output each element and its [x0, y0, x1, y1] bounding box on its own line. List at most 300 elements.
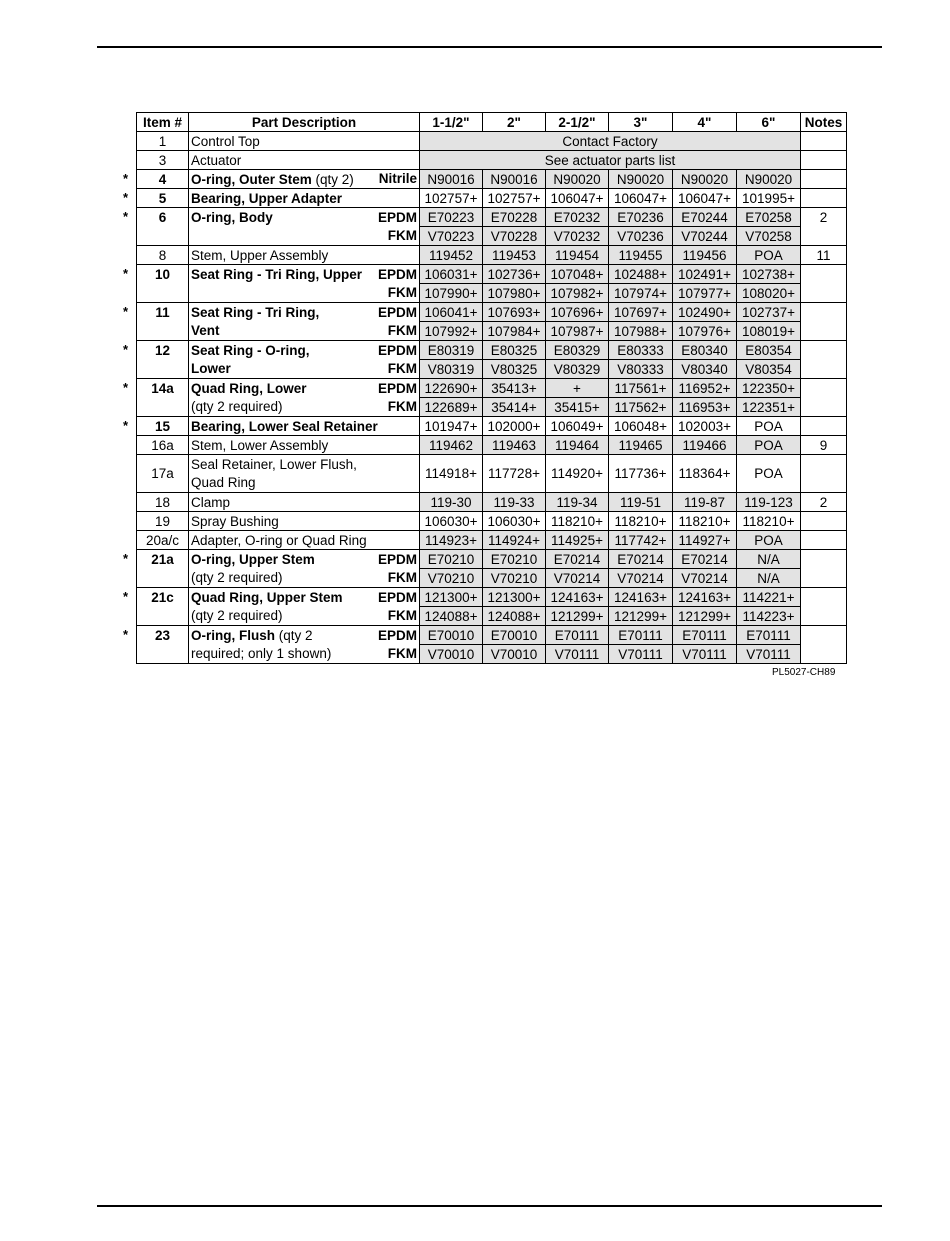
part-number-cell: 114920+: [546, 455, 609, 493]
item-number: 20a/c: [137, 531, 189, 550]
part-description: [189, 493, 420, 512]
item-number: 19: [137, 512, 189, 531]
part-number-cell: 107048+: [546, 265, 609, 284]
table-row: [137, 550, 847, 569]
part-number-cell: 117728+: [483, 455, 546, 493]
item-number: [137, 398, 189, 417]
part-number-cell: 117742+: [609, 531, 673, 550]
part-number-cell: E80340: [673, 341, 737, 360]
notes-cell: 2: [801, 208, 847, 227]
part-number-cell: 35415+: [546, 398, 609, 417]
notes-cell: [801, 151, 847, 170]
part-number-cell: 121299+: [546, 607, 609, 626]
table-row: [137, 398, 847, 417]
part-description: [189, 189, 420, 208]
part-number-cell: V70258: [737, 227, 801, 246]
recommended-spare-marker: *: [123, 341, 129, 357]
part-number-cell: 106041+: [420, 303, 483, 322]
part-number-cell: 114927+: [673, 531, 737, 550]
recommended-spare-marker: *: [123, 379, 129, 395]
material-label: FKM: [387, 323, 417, 338]
item-number: [137, 360, 189, 379]
description-text: Actuator: [191, 152, 242, 168]
recommended-spare-marker: *: [123, 265, 129, 281]
part-number-cell: 106047+: [673, 189, 737, 208]
description-text: O-ring, Flush: [191, 627, 275, 643]
part-number-cell: E70214: [609, 550, 673, 569]
table-row: [137, 189, 847, 208]
notes-cell: [801, 227, 847, 246]
notes-cell: [801, 607, 847, 626]
notes-cell: [801, 265, 847, 284]
notes-cell: [801, 189, 847, 208]
part-number-cell: 106031+: [420, 265, 483, 284]
part-number-cell: V80333: [609, 360, 673, 379]
col-header-notes: Notes: [801, 113, 847, 132]
part-number-cell: 116952+: [673, 379, 737, 398]
part-number-cell: 119456: [673, 246, 737, 265]
table-row: [137, 132, 847, 151]
part-number-cell: 119-33: [483, 493, 546, 512]
material-label: FKM: [387, 646, 417, 661]
part-number-cell: V70111: [673, 645, 737, 664]
part-number-cell: V70010: [420, 645, 483, 664]
part-number-cell: 102757+: [420, 189, 483, 208]
part-number-cell: 114223+: [737, 607, 801, 626]
part-number-cell: 107982+: [546, 284, 609, 303]
part-number-cell: 108019+: [737, 322, 801, 341]
col-header-size: 2": [483, 113, 546, 132]
part-number-cell: 122690+: [420, 379, 483, 398]
recommended-spare-marker: *: [123, 303, 129, 319]
part-number-cell: V70210: [483, 569, 546, 588]
notes-cell: [801, 569, 847, 588]
material-label: FKM: [387, 228, 417, 243]
recommended-spare-marker: *: [123, 626, 129, 642]
description-text: Quad Ring, Upper Stem: [191, 589, 343, 605]
part-number-cell: 107697+: [609, 303, 673, 322]
notes-cell: [801, 588, 847, 607]
material-label: FKM: [387, 361, 417, 376]
table-row: [137, 645, 847, 664]
part-number-cell: 107980+: [483, 284, 546, 303]
part-description: [189, 265, 420, 284]
part-number-cell: 119453: [483, 246, 546, 265]
table-row: [137, 341, 847, 360]
part-number-cell: 117562+: [609, 398, 673, 417]
part-description: [189, 132, 420, 151]
item-number: 11: [137, 303, 189, 322]
description-text: Clamp: [191, 494, 231, 510]
table-row: [137, 265, 847, 284]
material-label: FKM: [387, 570, 417, 585]
notes-cell: [801, 455, 847, 493]
item-number: 6: [137, 208, 189, 227]
footer-rule: [97, 1205, 882, 1207]
part-number-cell: 106048+: [609, 417, 673, 436]
item-number: 8: [137, 246, 189, 265]
part-number-cell: E70111: [609, 626, 673, 645]
part-number-cell: 101995+: [737, 189, 801, 208]
item-number: 5: [137, 189, 189, 208]
part-number-cell: 107988+: [609, 322, 673, 341]
material-label: EPDM: [377, 627, 417, 643]
part-number-cell: E70111: [673, 626, 737, 645]
table-row: [137, 607, 847, 626]
part-number-cell: N90020: [546, 170, 609, 189]
item-number: 1: [137, 132, 189, 151]
part-number-cell: 101947+: [420, 417, 483, 436]
parts-table: [136, 112, 847, 664]
description-text: Bearing, Lower Seal Retainer: [191, 418, 378, 434]
part-number-cell: 119-123: [737, 493, 801, 512]
description-text: O-ring, Upper Stem: [191, 551, 315, 567]
recommended-spare-marker: *: [123, 208, 129, 224]
part-number-cell: V70228: [483, 227, 546, 246]
notes-cell: [801, 550, 847, 569]
part-number-cell: E80325: [483, 341, 546, 360]
col-header-description: Part Description: [189, 113, 420, 132]
table-row: [137, 417, 847, 436]
table-row: [137, 588, 847, 607]
notes-cell: [801, 341, 847, 360]
part-number-cell: 117561+: [609, 379, 673, 398]
description-text: Spray Bushing: [191, 513, 279, 529]
notes-cell: [801, 626, 847, 645]
part-number-cell: 119466: [673, 436, 737, 455]
part-number-cell: 117736+: [609, 455, 673, 493]
part-number-cell: 122351+: [737, 398, 801, 417]
part-number-cell: 107990+: [420, 284, 483, 303]
part-number-cell: E80319: [420, 341, 483, 360]
part-number-cell: V70111: [737, 645, 801, 664]
part-number-cell: 108020+: [737, 284, 801, 303]
part-number-cell: V70214: [546, 569, 609, 588]
part-number-cell: 114924+: [483, 531, 546, 550]
table-row: [137, 493, 847, 512]
item-number: [137, 322, 189, 341]
part-number-cell: 107977+: [673, 284, 737, 303]
part-number-cell: E70232: [546, 208, 609, 227]
part-number-cell: 118210+: [737, 512, 801, 531]
recommended-spare-marker: *: [123, 550, 129, 566]
part-description: [189, 626, 420, 645]
part-number-cell: 119-87: [673, 493, 737, 512]
part-number-cell: 107693+: [483, 303, 546, 322]
part-number-cell: 107987+: [546, 322, 609, 341]
description-text: Stem, Lower Assembly: [191, 437, 329, 453]
part-number-cell: 119462: [420, 436, 483, 455]
description-text: Stem, Upper Assembly: [191, 247, 329, 263]
part-number-cell: 119464: [546, 436, 609, 455]
item-number: 17a: [137, 455, 189, 493]
part-number-cell: V70223: [420, 227, 483, 246]
part-description: [189, 398, 420, 417]
part-description: [189, 246, 420, 265]
table-row: [137, 379, 847, 398]
part-number-cell: 106047+: [546, 189, 609, 208]
part-number-cell: 102738+: [737, 265, 801, 284]
item-number: [137, 645, 189, 664]
description-text: O-ring, Body: [191, 209, 273, 225]
part-number-cell: 119452: [420, 246, 483, 265]
table-row: [137, 455, 847, 493]
table-row: [137, 322, 847, 341]
item-number: 21a: [137, 550, 189, 569]
item-number: 18: [137, 493, 189, 512]
part-number-cell: V70111: [609, 645, 673, 664]
item-number: [137, 607, 189, 626]
table-row: [137, 303, 847, 322]
description-text: required; only 1 shown): [191, 646, 332, 662]
part-number-cell: E70258: [737, 208, 801, 227]
part-description: [189, 284, 420, 303]
size-span-note: Contact Factory: [420, 132, 801, 151]
notes-cell: [801, 417, 847, 436]
part-number-cell: 106030+: [483, 512, 546, 531]
part-description: [189, 607, 420, 626]
description-text: Adapter, O-ring or Quad Ring: [191, 532, 367, 548]
notes-cell: [801, 303, 847, 322]
material-label: Nitrile: [378, 171, 417, 186]
part-number-cell: E70244: [673, 208, 737, 227]
part-number-cell: N90020: [609, 170, 673, 189]
part-number-cell: 114925+: [546, 531, 609, 550]
part-description: [189, 512, 420, 531]
part-number-cell: V70214: [609, 569, 673, 588]
part-description: [189, 588, 420, 607]
part-number-cell: E70214: [546, 550, 609, 569]
notes-cell: [801, 398, 847, 417]
part-number-cell: 118364+: [673, 455, 737, 493]
part-number-cell: 119455: [609, 246, 673, 265]
part-number-cell: 118210+: [546, 512, 609, 531]
part-number-cell: 118210+: [673, 512, 737, 531]
part-number-cell: 106030+: [420, 512, 483, 531]
recommended-spare-marker: *: [123, 189, 129, 205]
part-number-cell: N/A: [737, 550, 801, 569]
part-number-cell: V70244: [673, 227, 737, 246]
table-row: [137, 227, 847, 246]
table-row: [137, 360, 847, 379]
material-label: FKM: [387, 399, 417, 414]
part-number-cell: 124088+: [483, 607, 546, 626]
notes-cell: [801, 379, 847, 398]
part-description: [189, 531, 420, 550]
table-row: [137, 284, 847, 303]
part-description: [189, 170, 420, 189]
table-row: [137, 170, 847, 189]
table-row: [137, 246, 847, 265]
table-row: [137, 531, 847, 550]
part-number-cell: 107974+: [609, 284, 673, 303]
description-text: Seat Ring - O-ring,: [191, 342, 310, 358]
part-number-cell: 119-51: [609, 493, 673, 512]
part-number-cell: POA: [737, 531, 801, 550]
part-number-cell: POA: [737, 246, 801, 265]
table-row: [137, 512, 847, 531]
item-number: 23: [137, 626, 189, 645]
item-number: [137, 227, 189, 246]
notes-cell: [801, 170, 847, 189]
part-number-cell: E70010: [483, 626, 546, 645]
part-number-cell: V80319: [420, 360, 483, 379]
part-number-cell: 119454: [546, 246, 609, 265]
part-number-cell: 121300+: [420, 588, 483, 607]
part-number-cell: E70228: [483, 208, 546, 227]
part-number-cell: N90016: [420, 170, 483, 189]
part-number-cell: N90020: [673, 170, 737, 189]
header-row: [137, 113, 847, 132]
part-description: [189, 645, 420, 664]
description-qty: (qty 2): [311, 171, 354, 187]
part-number-cell: 124163+: [546, 588, 609, 607]
table-row: [137, 151, 847, 170]
part-number-cell: 35413+: [483, 379, 546, 398]
notes-cell: 9: [801, 436, 847, 455]
notes-cell: 2: [801, 493, 847, 512]
material-label: EPDM: [377, 589, 417, 605]
description-qty: (qty 2: [275, 627, 313, 643]
part-number-cell: V70236: [609, 227, 673, 246]
part-number-cell: E70010: [420, 626, 483, 645]
material-label: EPDM: [377, 266, 417, 282]
part-number-cell: 114918+: [420, 455, 483, 493]
item-number: 21c: [137, 588, 189, 607]
part-description: [189, 341, 420, 360]
part-description: [189, 227, 420, 246]
part-number-cell: 107984+: [483, 322, 546, 341]
item-number: [137, 569, 189, 588]
part-number-cell: 119465: [609, 436, 673, 455]
part-number-cell: V70111: [546, 645, 609, 664]
part-description: [189, 151, 420, 170]
notes-cell: [801, 531, 847, 550]
part-number-cell: V80354: [737, 360, 801, 379]
material-label: FKM: [387, 608, 417, 623]
part-description: [189, 569, 420, 588]
part-number-cell: E70111: [737, 626, 801, 645]
part-number-cell: E80354: [737, 341, 801, 360]
header-rule: [97, 46, 882, 48]
col-header-size: 3": [609, 113, 673, 132]
part-number-cell: +: [546, 379, 609, 398]
material-label: EPDM: [377, 209, 417, 225]
part-number-cell: V80325: [483, 360, 546, 379]
part-number-cell: E70210: [420, 550, 483, 569]
notes-cell: 11: [801, 246, 847, 265]
part-number-cell: E80329: [546, 341, 609, 360]
part-number-cell: 102003+: [673, 417, 737, 436]
part-number-cell: N/A: [737, 569, 801, 588]
material-label: FKM: [387, 285, 417, 300]
item-number: 16a: [137, 436, 189, 455]
part-number-cell: 116953+: [673, 398, 737, 417]
notes-cell: [801, 645, 847, 664]
item-number: 10: [137, 265, 189, 284]
description-text: Vent: [191, 323, 220, 339]
part-number-cell: E80333: [609, 341, 673, 360]
part-number-cell: 35414+: [483, 398, 546, 417]
part-number-cell: E70214: [673, 550, 737, 569]
document-reference: PL5027-CH89: [772, 667, 836, 678]
part-description: [189, 417, 420, 436]
part-number-cell: 102490+: [673, 303, 737, 322]
material-label: EPDM: [377, 551, 417, 567]
notes-cell: [801, 512, 847, 531]
notes-cell: [801, 360, 847, 379]
table-row: [137, 436, 847, 455]
part-number-cell: E70223: [420, 208, 483, 227]
part-number-cell: POA: [737, 417, 801, 436]
size-span-note: See actuator parts list: [420, 151, 801, 170]
description-text: Seat Ring - Tri Ring, Upper: [191, 266, 363, 282]
recommended-spare-marker: *: [123, 588, 129, 604]
description-text: Bearing, Upper Adapter: [191, 190, 343, 206]
part-description: [189, 436, 420, 455]
part-description: [189, 379, 420, 398]
part-number-cell: V70214: [673, 569, 737, 588]
part-number-cell: E70236: [609, 208, 673, 227]
part-number-cell: 124163+: [673, 588, 737, 607]
col-header-size: 6": [737, 113, 801, 132]
recommended-spare-marker: *: [123, 170, 129, 186]
part-number-cell: V80329: [546, 360, 609, 379]
col-header-item: Item #: [137, 113, 189, 132]
description-text: Quad Ring, Lower: [191, 380, 307, 396]
col-header-size: 1-1/2": [420, 113, 483, 132]
part-number-cell: 107976+: [673, 322, 737, 341]
part-number-cell: 106049+: [546, 417, 609, 436]
description-text-line2: Quad Ring: [191, 474, 256, 490]
part-number-cell: 122350+: [737, 379, 801, 398]
table-row: [137, 626, 847, 645]
part-number-cell: 119-30: [420, 493, 483, 512]
part-number-cell: N90016: [483, 170, 546, 189]
part-number-cell: POA: [737, 455, 801, 493]
part-number-cell: 114923+: [420, 531, 483, 550]
description-text: (qty 2 required): [191, 399, 283, 415]
part-description: [189, 455, 420, 493]
description-text: Seat Ring - Tri Ring,: [191, 304, 320, 320]
part-number-cell: 119-34: [546, 493, 609, 512]
part-number-cell: 121300+: [483, 588, 546, 607]
description-text: Lower: [191, 361, 231, 377]
col-header-size: 2-1/2": [546, 113, 609, 132]
part-number-cell: 107696+: [546, 303, 609, 322]
col-header-size: 4": [673, 113, 737, 132]
part-number-cell: 114221+: [737, 588, 801, 607]
item-number: 14a: [137, 379, 189, 398]
part-number-cell: 102491+: [673, 265, 737, 284]
material-label: EPDM: [377, 342, 417, 358]
part-number-cell: 102737+: [737, 303, 801, 322]
part-number-cell: 122689+: [420, 398, 483, 417]
description-text: (qty 2 required): [191, 570, 283, 586]
part-description: [189, 360, 420, 379]
part-number-cell: V70210: [420, 569, 483, 588]
part-number-cell: 107992+: [420, 322, 483, 341]
part-number-cell: 124163+: [609, 588, 673, 607]
notes-cell: [801, 322, 847, 341]
part-number-cell: POA: [737, 436, 801, 455]
description-text: Control Top: [191, 133, 260, 149]
table-row: [137, 208, 847, 227]
item-number: [137, 284, 189, 303]
description-text: Seal Retainer, Lower Flush,: [191, 456, 357, 472]
part-number-cell: V70232: [546, 227, 609, 246]
description-text: O-ring, Outer Stem: [191, 171, 312, 187]
